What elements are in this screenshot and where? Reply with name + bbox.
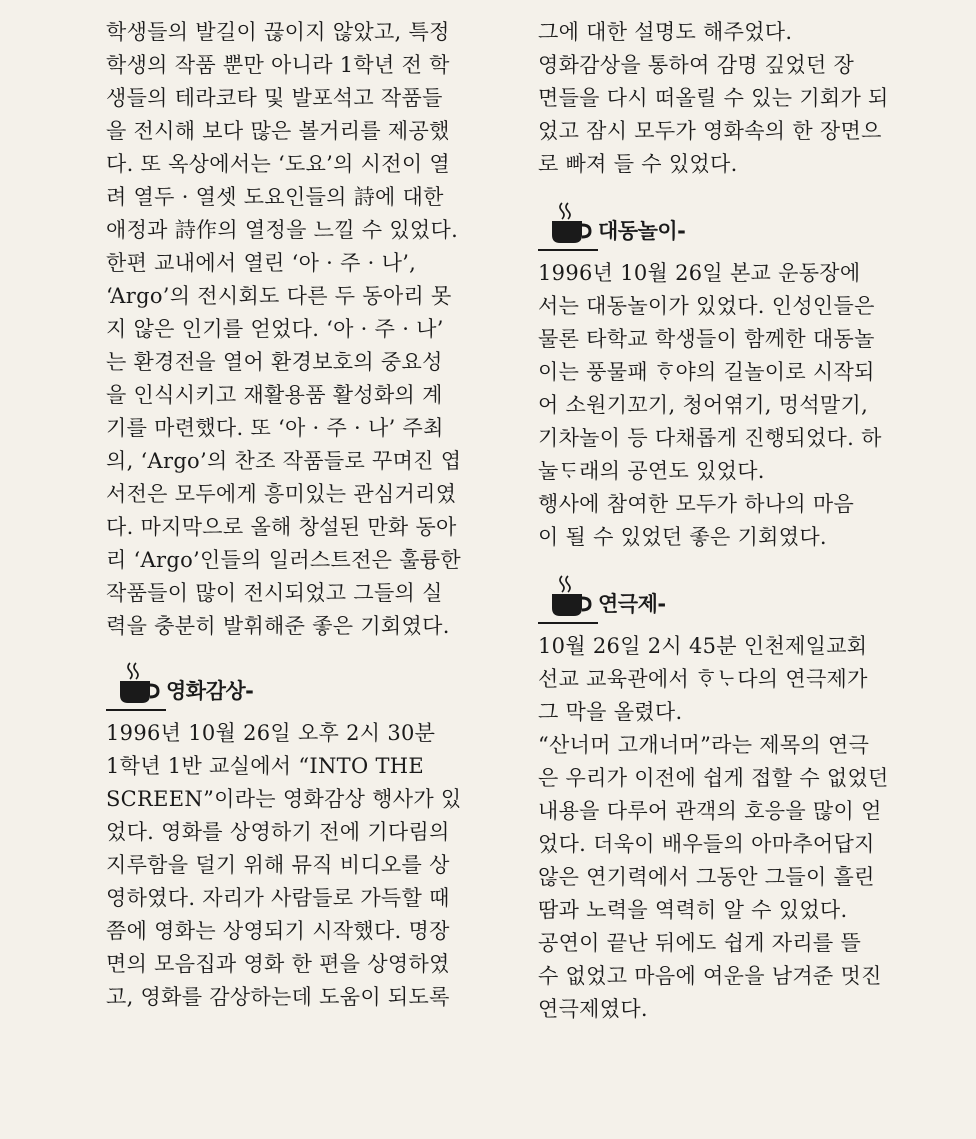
text-line: 1996년 10월 26일 본교 운동장에	[538, 261, 861, 285]
heading-underline	[106, 709, 166, 711]
text-line: 었다. 더욱이 배우들의 아마추어답지	[538, 832, 875, 856]
text-line: 는 환경전을 열어 환경보호의 중요성	[106, 350, 443, 374]
text-line: 물론 타학교 학생들이 함께한 대동놀	[538, 327, 875, 351]
text-line: 쯤에 영화는 상영되기 시작했다. 명장	[106, 919, 450, 943]
section-heading-festival	[538, 201, 908, 251]
text-line: ‘Argo’의 전시회도 다른 두 동아리 못	[106, 284, 452, 308]
text-line: 이는 풍물패 ᄒᆞ야의 길놀이로 시작되	[538, 360, 875, 384]
text-line: 의, ‘Argo’의 찬조 작품들로 꾸며진 엽	[106, 449, 462, 473]
text-line: 그에 대한 설명도 해주었다.	[538, 20, 793, 44]
text-line: 애정과 詩作의 열정을 느낄 수 있었다.	[106, 218, 459, 242]
text-line: 작품들이 많이 전시되었고 그들의 실	[106, 581, 443, 605]
text-line: 면의 모음집과 영화 한 편을 상영하였	[106, 952, 450, 976]
text-line: 땀과 노력을 역력히 알 수 있었다.	[538, 898, 848, 922]
section-heading-movie	[106, 661, 476, 711]
text-line: 학생들의 발길이 끊이지 않았고, 특정	[106, 20, 450, 44]
text-line: 영하였다. 자리가 사람들로 가득할 때	[106, 886, 450, 910]
text-line: 생들의 테라코타 및 발포석고 작품들	[106, 86, 443, 110]
text-line: 지루함을 덜기 위해 뮤직 비디오를 상	[106, 853, 450, 877]
paragraph-festival-summary	[538, 488, 908, 554]
text-line: 리 ‘Argo’인들의 일러스트전은 훌륭한	[106, 548, 461, 572]
paragraph-club-exhibitions	[106, 247, 476, 643]
text-line: 을 전시해 보다 많은 볼거리를 제공했	[106, 119, 450, 143]
paragraph-theater-play	[538, 729, 908, 927]
text-line: 은 우리가 이전에 쉽게 접할 수 없었던	[538, 766, 889, 790]
paragraph-movie-cont	[538, 16, 908, 49]
text-line: 않은 연기력에서 그동안 그들이 흘린	[538, 865, 875, 889]
text-line: 선교 교육관에서 ᄒᆞᄂᆞ다의 연극제가	[538, 667, 868, 691]
paragraph-exhibition-cont	[106, 16, 476, 247]
text-line: 내용을 다루어 관객의 호응을 많이 얻	[538, 799, 882, 823]
coffee-cup-icon	[538, 201, 594, 251]
text-line: 연극제였다.	[538, 997, 648, 1021]
text-line: 행사에 참여한 모두가 하나의 마음	[538, 492, 855, 516]
text-line: 로 빠져 들 수 있었다.	[538, 152, 738, 176]
section-heading-text: 연극제-	[598, 592, 666, 616]
text-line: 이 될 수 있었던 좋은 기회였다.	[538, 525, 827, 549]
text-line: 기를 마련했다. 또 ‘아 · 주 · 나’ 주최	[106, 416, 444, 440]
text-line: 서전은 모두에게 흥미있는 관심거리였	[106, 482, 457, 506]
text-line: 10월 26일 2시 45분 인천제일교회	[538, 634, 868, 658]
text-line: 그 막을 올렸다.	[538, 700, 683, 724]
paragraph-movie-reflection	[538, 49, 908, 181]
section-heading-theater	[538, 574, 908, 624]
paragraph-movie	[106, 717, 476, 1014]
text-line: 한편 교내에서 열린 ‘아 · 주 · 나’,	[106, 251, 417, 275]
heading-underline	[538, 249, 598, 251]
coffee-cup-icon	[106, 661, 162, 711]
text-line: 면들을 다시 떠올릴 수 있는 기회가 되	[538, 86, 889, 110]
section-heading-text: 대동놀이-	[598, 219, 686, 243]
text-line: 지 않은 인기를 얻었다. ‘아 · 주 · 나’	[106, 317, 444, 341]
text-line: 을 인식시키고 재활용품 활성화의 계	[106, 383, 443, 407]
text-line: 학생의 작품 뿐만 아니라 1학년 전 학	[106, 53, 450, 77]
text-line: 다. 마지막으로 올해 창설된 만화 동아	[106, 515, 457, 539]
text-line: 어 소원기꼬기, 청어엮기, 멍석말기,	[538, 393, 869, 417]
text-line: 공연이 끝난 뒤에도 쉽게 자리를 뜰	[538, 931, 862, 955]
text-line: 려 열두 · 열셋 도요인들의 詩에 대한	[106, 185, 444, 209]
text-line: 1996년 10월 26일 오후 2시 30분	[106, 721, 436, 745]
text-line: 력을 충분히 발휘해준 좋은 기회였다.	[106, 614, 450, 638]
section-heading-text: 영화감상-	[166, 679, 254, 703]
text-line: 1학년 1반 교실에서 “INTO THE	[106, 754, 425, 778]
text-line: 었고 잠시 모두가 영화속의 한 장면으	[538, 119, 882, 143]
text-line: SCREEN”이라는 영화감상 행사가 있	[106, 787, 462, 811]
text-line: 었다. 영화를 상영하기 전에 기다림의	[106, 820, 450, 844]
text-line: 영화감상을 통하여 감명 깊었던 장	[538, 53, 855, 77]
text-line: 서는 대동놀이가 있었다. 인성인들은	[538, 294, 875, 318]
text-line: 수 없었고 마음에 여운을 남겨준 멋진	[538, 964, 882, 988]
text-line: 눌ᄃᆞ래의 공연도 있었다.	[538, 459, 765, 483]
text-line: 다. 또 옥상에서는 ‘도요’의 시전이 열	[106, 152, 451, 176]
text-line: 기차놀이 등 다채롭게 진행되었다. 하	[538, 426, 882, 450]
left-column	[106, 16, 476, 1014]
text-line: 고, 영화를 감상하는데 도움이 되도록	[106, 985, 450, 1009]
coffee-cup-icon	[538, 574, 594, 624]
text-line: “산너머 고개너머”라는 제목의 연극	[538, 733, 870, 757]
right-column	[538, 16, 908, 1026]
paragraph-theater-closing	[538, 927, 908, 1026]
paragraph-theater	[538, 630, 908, 729]
paragraph-festival	[538, 257, 908, 488]
heading-underline	[538, 622, 598, 624]
